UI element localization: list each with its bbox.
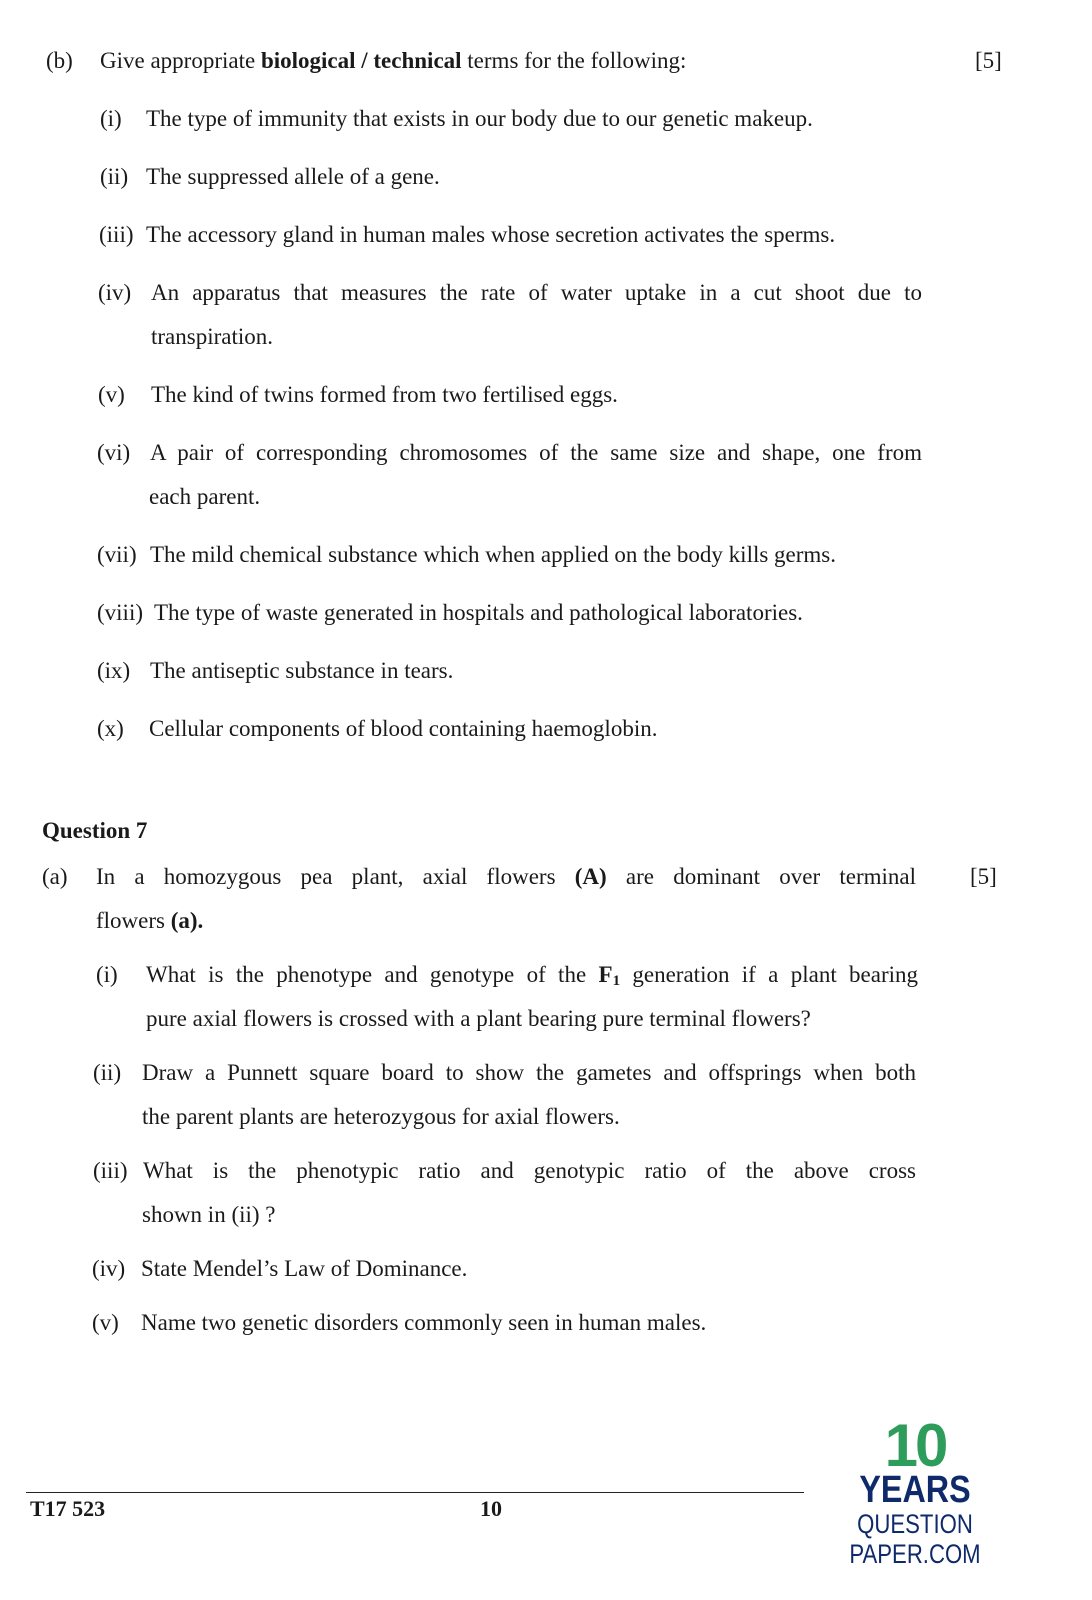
item-number: (ii) (100, 164, 129, 189)
part-a-stem-text: In a homozygous pea plant, axial flowers (96, 864, 575, 889)
part-a-marks: [5] (970, 864, 997, 889)
page-number: 10 (480, 1496, 502, 1521)
item-text: An apparatus that measures the rate of water uptake in a cut shoot due to (151, 280, 922, 305)
part-b-label: (b) (46, 48, 73, 73)
item-text: Draw a Punnett square board to show the gametes and offsprings when both (142, 1060, 916, 1085)
part-b-intro-pre: Give appropriate (100, 48, 261, 73)
logo-number: 10 (884, 1412, 946, 1479)
item-text: The type of waste generated in hospitals and pathological laboratories. (154, 600, 803, 625)
item-number: (v) (98, 382, 125, 407)
watermark-logo (800, 1412, 1040, 1569)
part-b-intro-bold: biological / technical (260, 48, 462, 73)
item-text-continued: shown in (ii) ? (142, 1202, 276, 1227)
item-text: State Mendel’s Law of Dominance. (141, 1256, 468, 1281)
part-a-stem (96, 864, 916, 890)
item-number: (ii) (93, 1060, 122, 1085)
part-b-marks: [5] (975, 48, 1002, 73)
item-text: Cellular components of blood containing haemoglobin. (149, 716, 658, 741)
item-number: (iv) (92, 1256, 126, 1281)
item-number: (i) (100, 106, 122, 131)
item-text: Name two genetic disorders commonly seen in human males. (141, 1310, 707, 1335)
item-number: (iv) (98, 280, 132, 305)
item-number: (iii) (93, 1158, 128, 1183)
item-text: The mild chemical substance which when applied on the body kills germs. (150, 542, 837, 567)
footer-rule (26, 1492, 804, 1493)
item-number: (iii) (99, 222, 134, 247)
item-text-continued: transpiration. (151, 324, 273, 349)
part-b-intro-post: terms for the following: (461, 48, 687, 73)
item-number: (vi) (97, 440, 131, 465)
item-number: (ix) (97, 658, 131, 683)
dominant-allele-symbol: (A) (574, 864, 607, 889)
item-number: (viii) (97, 600, 143, 625)
paper-code: T17 523 (30, 1496, 106, 1521)
part-a-label: (a) (42, 864, 68, 889)
part-a-stem-text: flowers (96, 908, 171, 933)
item-text-part: What is the phenotype and genotype of the (146, 962, 599, 987)
item-number: (vii) (97, 542, 137, 567)
item-text (146, 962, 918, 990)
item-text-continued: pure axial flowers is crossed with a plant bearing pure terminal flowers? (146, 1006, 811, 1031)
item-text: The accessory gland in human males whose secretion activates the sperms. (146, 222, 836, 247)
item-text: The antiseptic substance in tears. (150, 658, 454, 683)
logo-site: QUESTION PAPER.COM (849, 1509, 981, 1569)
question-heading: Question 7 (42, 818, 148, 843)
item-text-continued: the parent plants are heterozygous for axial flowers. (142, 1104, 620, 1129)
f1-subscript: 1 (612, 973, 621, 989)
recessive-allele-symbol: (a). (170, 908, 204, 933)
item-number: (i) (96, 962, 118, 987)
part-a-stem-text: are dominant over terminal (606, 864, 916, 889)
item-text: What is the phenotypic ratio and genotypic ratio of the above cross (143, 1158, 916, 1183)
item-number: (v) (92, 1310, 119, 1335)
part-a-stem-continued (96, 908, 203, 934)
item-text-part: generation if a plant bearing (620, 962, 919, 987)
item-text-continued: each parent. (149, 484, 261, 509)
item-text: A pair of corresponding chromosomes of the same size and shape, one from (150, 440, 922, 465)
item-text: The kind of twins formed from two fertilised eggs. (151, 382, 618, 407)
item-number: (x) (97, 716, 124, 741)
item-text: The type of immunity that exists in our body due to our genetic makeup. (146, 106, 813, 131)
item-text: The suppressed allele of a gene. (146, 164, 440, 189)
f1-symbol: F (598, 962, 613, 987)
part-b-intro (100, 48, 686, 74)
logo-years: YEARS (859, 1469, 971, 1511)
